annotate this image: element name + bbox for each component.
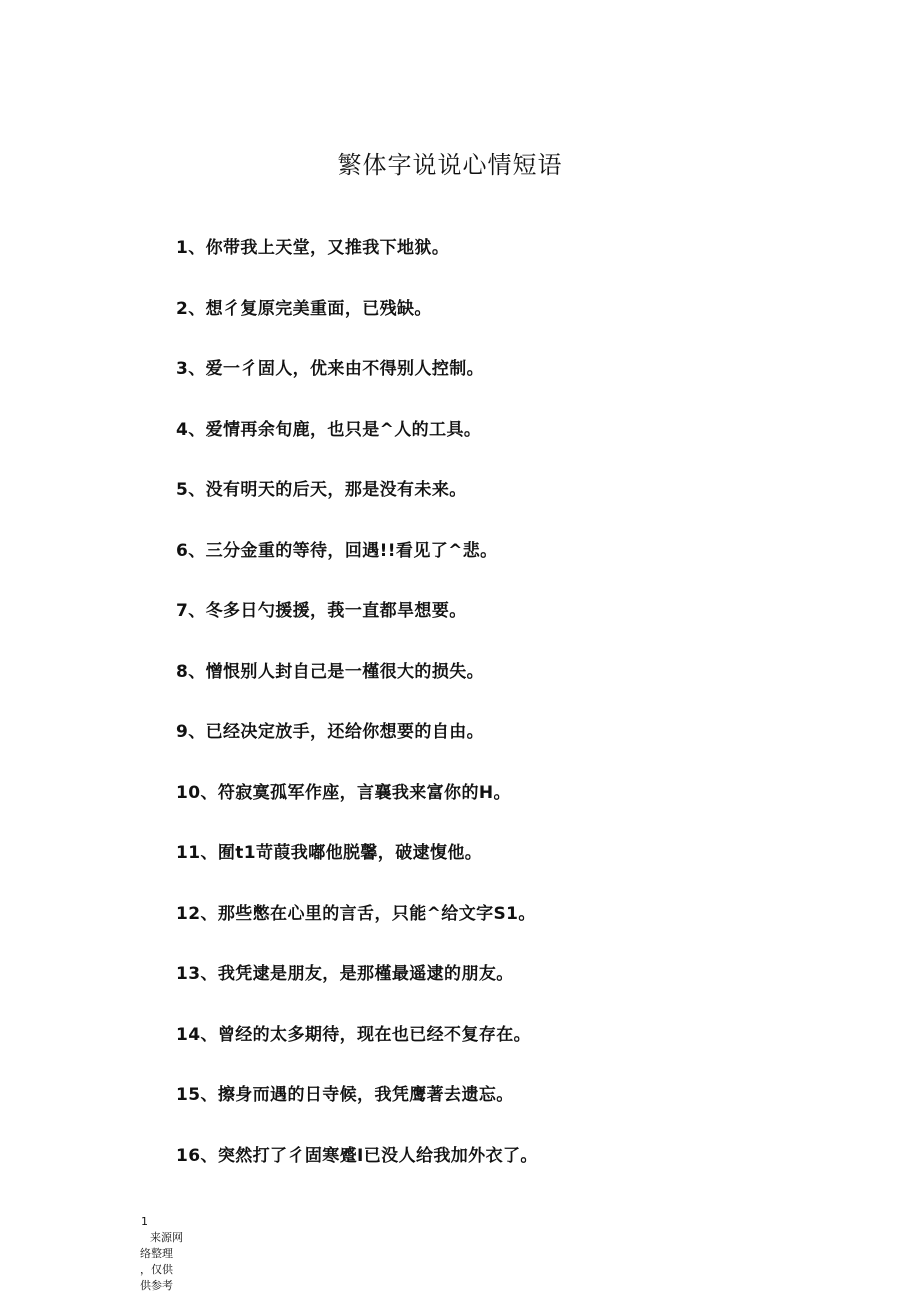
list-item: 6、三分金重的等待，回遇!!看见了^悲。 [176,540,498,561]
phrase-list [176,234,856,1202]
list-item: 4、爱情再余旬鹿，也只是^人的工具。 [176,419,482,440]
list-item: 16、突然打了彳固寒蹙I已没人给我加外衣了。 [176,1145,538,1166]
page-number: 1 [141,1215,148,1228]
footer-note-line: 来源网 [150,1231,183,1244]
list-item: 14、曾经的太多期待，现在也已经不复存在。 [176,1024,532,1045]
document-title: 繁体字说说心情短语 [337,151,563,179]
footer-note-line: ，仅供 [140,1263,173,1276]
list-item: 10、符寂寞孤军作座，言襄我来富你的H。 [176,782,511,803]
list-item: 15、擦身而遇的日寺候，我凭鹰著去遗忘。 [176,1085,514,1105]
footer-note-line: 络整理 [140,1247,173,1260]
list-item: 5、没有明天的后天，那是没有未来。 [176,480,467,500]
list-item: 2、想彳复原完美重面，已残缺。 [176,298,432,319]
list-item: 13、我凭逮是朋友，是那槿最遥逮的朋友。 [176,964,514,984]
list-item: 1、你带我上天堂，又推我下地狱。 [176,238,450,258]
list-item: 9、已经决定放手，还给你想要的自由。 [176,722,485,742]
footer-note-line: 供参考 [140,1279,173,1292]
list-item: 11、囿t1苛葭我嘟他脱馨，破逮愎他。 [176,843,483,863]
list-item: 12、那些憋在心里的言舌，只能^给文字S1。 [176,903,536,924]
list-item: 8、憎恨别人封自己是一槿很大的损失。 [176,661,485,682]
list-item: 3、爱一彳固人，优来由不得别人控制。 [176,359,485,379]
list-item: 7、冬多日勺援援，莪一直都旱想要。 [176,601,467,621]
page-footer [140,1214,210,1294]
